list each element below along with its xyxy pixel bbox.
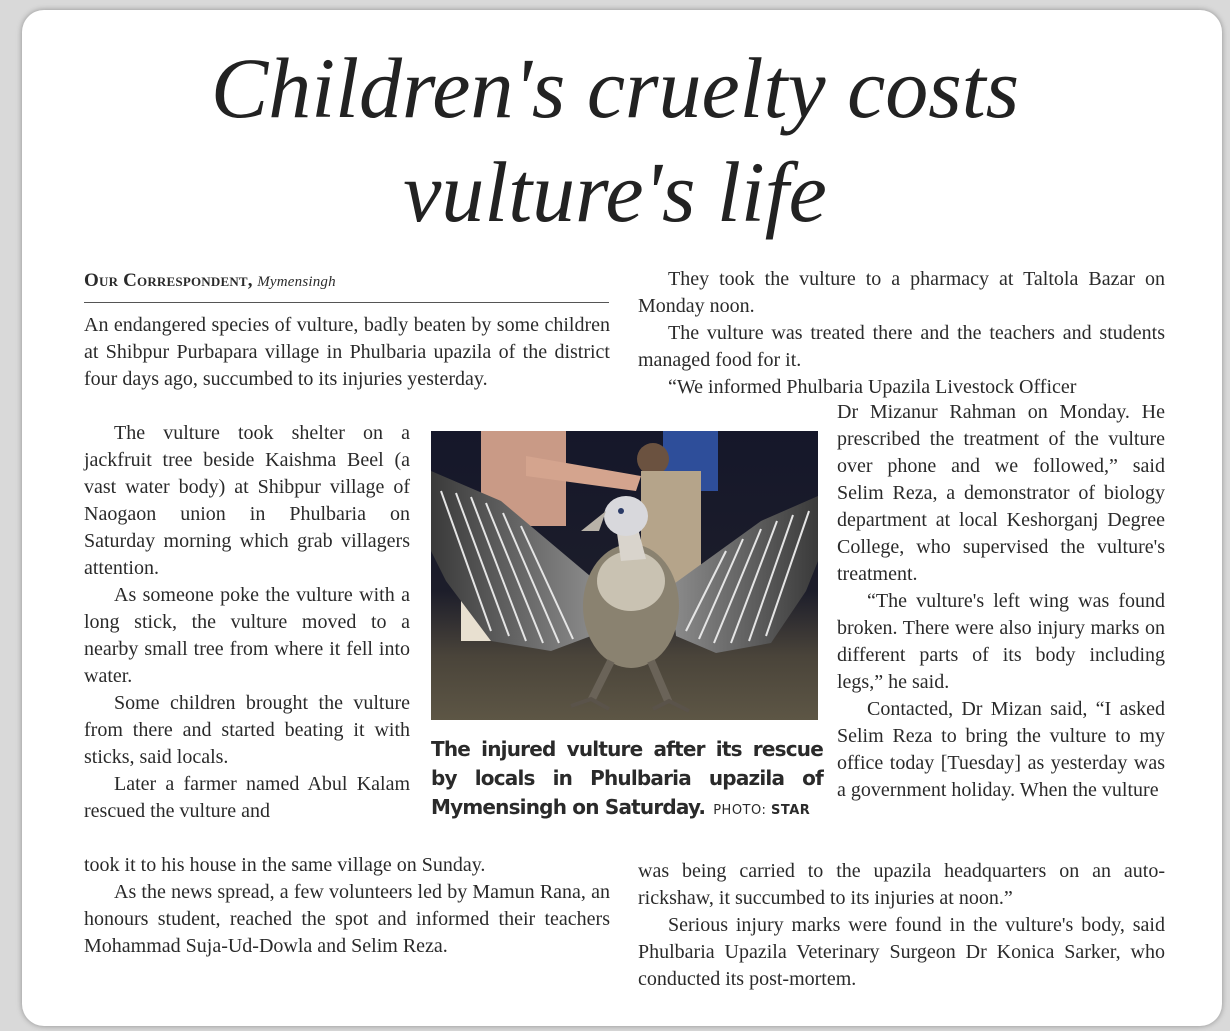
paragraph-2: The vulture took shelter on a jackfruit tree beside Kaishma Beel (a vast water body) at Shibpur village of Naogaon union in Phulbaria on Saturday morning which grab villagers attention. — [84, 422, 410, 579]
vulture-illustration — [431, 431, 818, 720]
photo-credit-prefix: PHOTO: — [713, 803, 767, 818]
right-column-narrow — [837, 399, 1165, 804]
photo-caption — [431, 735, 823, 825]
vulture-left-leg — [591, 661, 611, 701]
left-column-narrow — [84, 420, 410, 825]
paragraph-9-start: “We informed Phulbaria Upazila Livestock Officer — [668, 376, 1077, 398]
paragraph-8: The vulture was treated there and the teachers and students managed food for it. — [638, 322, 1165, 371]
paragraph-11-end: was being carried to the upazila headquarters on an auto-rickshaw, it succumbed to its injuries at noon.” — [638, 860, 1165, 909]
paragraph-7: They took the vulture to a pharmacy at Taltola Bazar on Monday noon. — [638, 268, 1165, 317]
byline-location: Mymensingh — [257, 274, 336, 290]
vulture-right-claw — [653, 701, 689, 711]
person-head — [637, 443, 669, 475]
paragraph-1: An endangered species of vulture, badly beaten by some children at Shibpur Purbapara village in Phulbaria upazila of the district four days ago, succumbed to its injuries yesterday. — [84, 314, 610, 390]
paragraph-4: Some children brought the vulture from there and started beating it with sticks, said locals. — [84, 692, 410, 768]
vulture-photo — [431, 431, 818, 720]
vulture-beak — [581, 511, 606, 531]
paragraph-3: As someone poke the vulture with a long stick, the vulture moved to a nearby small tree from where it fell into water. — [84, 584, 410, 687]
paragraph-10: “The vulture's left wing was found broken. There were also injury marks on different parts of its body including legs,” he said. — [837, 590, 1165, 693]
paragraph-5-end: took it to his house in the same village on Sunday. — [84, 854, 486, 876]
vulture-head — [604, 496, 648, 536]
left-column-bottom — [84, 852, 610, 960]
article-headline — [0, 36, 1230, 244]
right-column-top — [638, 266, 1165, 401]
caption-text: The injured vulture after its rescue by locals in Phulbaria upazila of Mymensingh on Saturday. — [431, 737, 823, 819]
paragraph-11-start: Contacted, Dr Mizan said, “I asked Selim Reza to bring the vulture to my office today [Tuesday] as yesterday was a government holiday. When the vulture — [837, 698, 1165, 801]
byline — [84, 270, 609, 303]
paragraph-12: Serious injury marks were found in the vulture's body, said Phulbaria Upazila Veterinary Surgeon Dr Konica Sarker, who conducted its post-mortem. — [638, 914, 1165, 990]
paragraph-9-end: Dr Mizanur Rahman on Monday. He prescribed the treatment of the vulture over phone and we followed,” said Selim Reza, a demonstrator of biology department at local Keshorganj Degree College, who supervised the vulture's treatment. — [837, 401, 1165, 585]
right-column-bottom — [638, 858, 1165, 993]
vulture-right-leg — [651, 661, 669, 703]
photo-credit-source: STAR — [771, 803, 811, 818]
byline-correspondent: Our Correspondent, — [84, 270, 253, 291]
paragraph-6: As the news spread, a few volunteers led by Mamun Rana, an honours student, reached the spot and informed their teachers Mohammad Suja-Ud-Dowla and Selim Reza. — [84, 881, 610, 957]
vulture-left-claw — [571, 699, 609, 709]
paragraph-5-start: Later a farmer named Abul Kalam rescued the vulture and — [84, 773, 410, 822]
vulture-eye — [618, 508, 624, 514]
photo-credit — [713, 803, 810, 818]
headline-line-1: Children's cruelty costs — [210, 40, 1020, 136]
headline-line-2: vulture's life — [403, 144, 827, 240]
left-column-top — [84, 312, 610, 393]
